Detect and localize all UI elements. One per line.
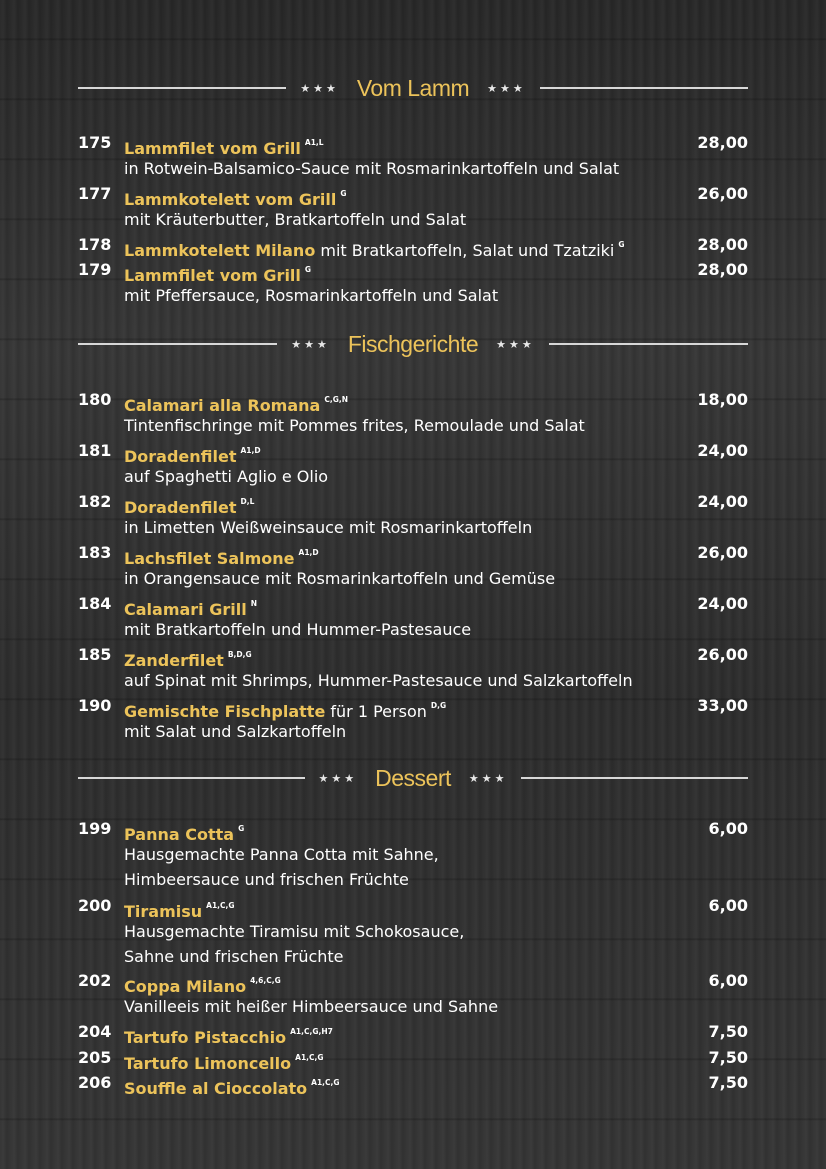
menu-item — [78, 1045, 748, 1071]
divider-line — [549, 343, 748, 345]
item-name: Gemischte Fischplatte — [124, 702, 326, 721]
item-name: Lachsfilet Salmone — [124, 549, 295, 568]
item-description: Himbeersauce und frischen Früchte — [124, 870, 409, 889]
item-name: Tiramisu — [124, 902, 203, 921]
item-number: 200 — [78, 896, 112, 915]
item-description: in Limetten Weißweinsauce mit Rosmarinkartoffeln — [124, 517, 533, 537]
item-price: 24,00 — [697, 492, 748, 511]
allergen-codes: A1,D — [298, 548, 319, 557]
item-name: Tartufo Limoncello — [124, 1054, 292, 1073]
item-number: 199 — [78, 819, 112, 838]
item-name: Lammfilet vom Grill — [124, 266, 301, 285]
item-name: Panna Cotta — [124, 825, 235, 844]
item-price: 7,50 — [708, 1048, 748, 1067]
item-description: mit Pfeffersauce, Rosmarinkartoffeln und Salat — [124, 285, 499, 305]
item-description: auf Spaghetti Aglio e Olio — [124, 466, 329, 486]
item-number: 181 — [78, 441, 112, 460]
item-description: Tintenfischringe mit Pommes frites, Remoulade und Salat — [124, 415, 585, 435]
menu-item — [78, 130, 748, 181]
item-number: 190 — [78, 696, 112, 715]
item-number: 180 — [78, 390, 112, 409]
item-description: Hausgemachte Tiramisu mit Schokosauce, — [124, 921, 465, 941]
item-name: Souffle al Cioccolato — [124, 1079, 308, 1098]
allergen-codes: G — [340, 189, 347, 198]
allergen-codes: C,G,N — [324, 395, 348, 404]
item-number: 185 — [78, 645, 112, 664]
allergen-codes: D,L — [240, 497, 255, 506]
allergen-codes: A1,C,G,H7 — [290, 1027, 333, 1036]
allergen-codes: 4,6,C,G — [250, 976, 281, 985]
stars-decoration: ★★★ — [487, 81, 526, 95]
item-price: 28,00 — [697, 260, 748, 279]
item-name: Lammfilet vom Grill — [124, 139, 301, 158]
item-name: Doradenfilet — [124, 498, 237, 517]
menu-item — [78, 181, 748, 232]
item-price: 18,00 — [697, 390, 748, 409]
divider-line — [540, 87, 748, 89]
item-number: 184 — [78, 594, 112, 613]
stars-decoration: ★★★ — [300, 81, 339, 95]
item-description: mit Bratkartoffeln und Hummer-Pastesauce — [124, 619, 472, 639]
item-number: 178 — [78, 235, 112, 254]
item-price: 6,00 — [708, 971, 748, 990]
section-title: Fischgerichte — [347, 330, 479, 357]
allergen-codes: D,G — [430, 701, 447, 710]
section-header-lamm — [78, 73, 748, 103]
item-description: auf Spinat mit Shrimps, Hummer-Pastesauce und Salzkartoffeln — [124, 670, 633, 690]
item-number: 177 — [78, 184, 112, 203]
menu-item — [78, 387, 748, 438]
divider-line — [78, 343, 277, 345]
item-price: 26,00 — [697, 184, 748, 203]
menu-item — [78, 257, 748, 308]
item-price: 26,00 — [697, 645, 748, 664]
item-price: 24,00 — [697, 441, 748, 460]
menu-item — [78, 893, 748, 970]
menu-item — [78, 968, 748, 1019]
item-price: 6,00 — [708, 819, 748, 838]
section-title: Vom Lamm — [356, 74, 470, 101]
allergen-codes: N — [250, 599, 257, 608]
item-name: Calamari alla Romana — [124, 396, 321, 415]
item-price: 6,00 — [708, 896, 748, 915]
item-name: Doradenfilet — [124, 447, 237, 466]
item-name-suffix: für 1 Person — [325, 702, 427, 721]
item-number: 206 — [78, 1073, 112, 1092]
allergen-codes: B,D,G — [227, 650, 252, 659]
item-name: Lammkotelett vom Grill — [124, 190, 337, 209]
item-name-suffix: mit Bratkartoffeln, Salat und Tzatziki — [315, 241, 615, 260]
menu-item — [78, 642, 748, 693]
item-price: 33,00 — [697, 696, 748, 715]
item-name: Lammkotelett Milano — [124, 241, 316, 260]
item-description: Hausgemachte Panna Cotta mit Sahne, — [124, 844, 439, 864]
item-price: 28,00 — [697, 133, 748, 152]
section-header-dessert — [78, 763, 748, 793]
menu-item — [78, 489, 748, 540]
item-number: 202 — [78, 971, 112, 990]
item-name: Coppa Milano — [124, 977, 247, 996]
menu-item — [78, 816, 748, 893]
item-description: Sahne und frischen Früchte — [124, 947, 344, 966]
menu-item — [78, 693, 748, 744]
stars-decoration: ★★★ — [318, 771, 358, 785]
item-number: 204 — [78, 1022, 112, 1041]
item-number: 182 — [78, 492, 112, 511]
item-number: 175 — [78, 133, 112, 152]
stars-decoration: ★★★ — [496, 337, 535, 351]
menu-item — [78, 438, 748, 489]
menu-item — [78, 591, 748, 642]
allergen-codes: A1,D — [240, 446, 261, 455]
item-description: in Rotwein-Balsamico-Sauce mit Rosmarinkartoffeln und Salat — [124, 158, 620, 178]
stars-decoration: ★★★ — [291, 337, 330, 351]
item-description: Vanilleeis mit heißer Himbeersauce und Sahne — [124, 996, 499, 1016]
menu-item — [78, 1070, 748, 1096]
item-price: 26,00 — [697, 543, 748, 562]
allergen-codes: A1,L — [304, 138, 324, 147]
item-description: mit Salat und Salzkartoffeln — [124, 721, 347, 741]
section-header-fisch — [78, 329, 748, 359]
allergen-codes: A1,C,G — [295, 1053, 324, 1062]
allergen-codes: G — [618, 240, 625, 249]
divider-line — [521, 777, 748, 779]
item-name: Calamari Grill — [124, 600, 247, 619]
section-title: Dessert — [375, 764, 451, 791]
item-price: 7,50 — [708, 1073, 748, 1092]
item-number: 183 — [78, 543, 112, 562]
item-price: 28,00 — [697, 235, 748, 254]
divider-line — [78, 777, 305, 779]
item-description: mit Kräuterbutter, Bratkartoffeln und Salat — [124, 209, 467, 229]
menu-item — [78, 540, 748, 591]
allergen-codes: G — [238, 824, 245, 833]
allergen-codes: A1,C,G — [206, 901, 235, 910]
item-description: in Orangensauce mit Rosmarinkartoffeln und Gemüse — [124, 568, 556, 588]
allergen-codes: G — [304, 265, 312, 274]
item-name: Tartufo Pistacchio — [124, 1028, 287, 1047]
allergen-codes: A1,C,G — [311, 1078, 340, 1087]
stars-decoration: ★★★ — [468, 771, 508, 785]
menu-item — [78, 1019, 748, 1045]
menu-item — [78, 232, 748, 258]
item-price: 24,00 — [697, 594, 748, 613]
item-price: 7,50 — [708, 1022, 748, 1041]
item-number: 179 — [78, 260, 112, 279]
item-name: Zanderfilet — [124, 651, 224, 670]
item-number: 205 — [78, 1048, 112, 1067]
divider-line — [78, 87, 286, 89]
